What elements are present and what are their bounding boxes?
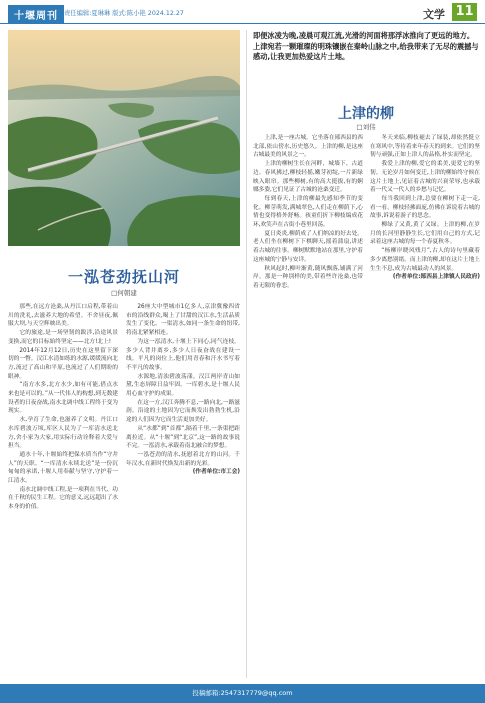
paragraph: 在这一方,汉江奔腾不息,一路向北,一路滋润。沿途的土地因为它而焕发出勃勃生机,沿途的人们因为它而生活更加美好。	[126, 399, 240, 424]
article-source: (作者单位:市工会)	[192, 469, 240, 476]
paragraph: 南水北调中线工程,是一项利在当代、功在千秋的民生工程。它的意义,远远超出了水本身的价值。	[8, 486, 118, 511]
paragraph: 上津的柳树生长在河畔、城墙下、古道边。春风拂过,柳枝轻摇,嫩芽初绽,一片新绿映入眼帘。那些柳树,有的高大挺拔,有的婀娜多姿,它们见证了古城的沧桑变迁。	[253, 161, 363, 194]
page-header	[0, 0, 485, 24]
paragraph: 我爱上津的柳,爱它的柔美,更爱它的坚韧。无论岁月如何变迁,上津的柳始终守候在这片土地上,见证着古城的兴衰荣辱,也承载着一代又一代人的乡愁与记忆。	[370, 161, 480, 194]
article-title-left: 一泓苍劲抚山河	[67, 268, 180, 286]
paragraph: 26座大中型城市1亿多人,京津冀豫四省市的沿线群众,喝上了甘甜的汉江水,生活品质发生了变化。一渠清水,如同一条生命的纽带,将南北紧紧相连。	[126, 304, 240, 337]
paragraph: 它的旅途,是一场坚韧的跋涉,沿途风景变换,而它的目标始终坚定——北方!北上!	[8, 330, 118, 345]
paragraph: “南方水多,北方水少,如有可能,借点水来也是可以的。”从一代伟人的构想,到无数建设者的日夜奋战,南水北调中线工程终于变为现实。	[8, 382, 118, 415]
paragraph: 一泓苍劲的清水,抚慰着北方的山河。千年汉水,在新时代焕发出新的光彩。	[126, 451, 240, 467]
paragraph: 2014年12月12日,历史在这里留下深切的一瞥。汉江水清如练的水源,缓缓流向北方,流过了高山和平原,也流过了人们期盼的眼神。	[8, 347, 118, 380]
left-article-column-2	[126, 303, 240, 673]
article-title-right: 上津的柳	[338, 106, 394, 122]
column-divider	[246, 30, 247, 678]
right-article-column-2	[370, 134, 480, 666]
dam-landscape-photo	[8, 30, 240, 246]
paragraph: 夏日炎炎,柳荫成了人们纳凉的好去处。老人们坐在柳树下下棋聊天,摇着蒲扇,讲述着古城的往事。柳树默默地站在那里,守护着这座城的宁静与安详。	[253, 230, 363, 263]
page-number: 11	[452, 3, 477, 21]
right-article-column-1	[253, 134, 363, 666]
paragraph: 柳绿了又黄,黄了又绿。上津的柳,在岁月的长河里静静生长,它们用自己的方式,记录着这座古城的每一个春夏秋冬。	[370, 222, 480, 246]
article-author-left: □何朝建	[111, 289, 137, 297]
paragraph: 冬天来临,柳枝褪去了绿装,却依然挺立在寒风中,等待着来年春天的到来。它们的坚韧与顽强,正如上津人的品格,朴实而坚定。	[370, 135, 480, 159]
section-name: 文学	[423, 8, 445, 21]
newspaper-brand: 十堰周刊	[8, 5, 64, 24]
paragraph: 从“水都”到“首都”,隔着千里,一条渠把距离拉近。从“十堰”到“北京”,这一路的故事说不完。一泓清水,承载着南北融合的梦想。	[126, 425, 240, 450]
left-article-column-1	[8, 303, 118, 673]
paragraph: 通水十年,十堰始终把保水质当作“守井人”的天职。“一库清水永续北送”是一份沉甸甸的承诺,十堰人用奉献与坚守,守护着一江清水。	[8, 451, 118, 485]
paragraph: 每到春天,上津的柳最先感知季节的变化。柳芽萌发,满城翠色,人们走在柳荫下,心情也变得格外舒畅。孩童们折下柳枝编成花环,欢笑声在古街小巷里回荡。	[253, 195, 363, 229]
paragraph: 每当我回到上津,总要在柳树下走一走,看一看。柳枝轻拂面庞,仿佛在诉说着古城的故事,诉说着游子的思念。	[370, 195, 480, 220]
paragraph: 为这一泓清水,十堰上下同心,同气连枝。多少人背井离乡,多少人日夜奋战在建设一线。平凡的岗位上,他们用青春和汗水书写着不平凡的故事。	[126, 338, 240, 371]
paragraph: 那些,在远方沧桑,从丹江口启程,带着山川的洗礼,去滋养大地的希望。不舍昼夜,佩服大坝,与天空辉映出美。	[8, 304, 118, 328]
paragraph: 水源地,清浊碧波荡漾。汉江两岸青山如黛,生态屏障日益牢固。一库碧水,是十堰人民用心血守护的成果。	[126, 373, 240, 398]
paragraph: “杨柳岸晓风残月”,古人的诗句里藏着多少离愁别绪。而上津的柳,却在这片土地上生生不息,成为古城最动人的风景。	[370, 248, 480, 272]
paragraph: 水,孕育了生命,也滋养了文明。丹江口水库碧波万顷,库区人民为了一库清水送北方,舍小家为大家,用实际行动诠释着大爱与担当。	[8, 417, 118, 450]
article-author-right: □刘伟	[356, 123, 376, 131]
editor-info: 责任编辑:夏琳琳 版式:陈小艳 2024.12.27	[64, 10, 184, 17]
article-intro: 即便冰凌为晚,凌晨可观江流,光滑的河面将那浮冰推向了更远的地方。上津宛若一颗璀璨的明珠镶嵌在秦岭山脉之中,给我带来了无尽的震撼与感动,让我更加热爱这片土地。	[253, 31, 479, 62]
paragraph: 秋风起时,柳叶渐黄,随风飘落,铺满了河岸。那是一种别样的美,带着些许沧桑,也带着无限的眷恋。	[253, 265, 363, 289]
footer-email: 投稿邮箱:2547317779@qq.com	[0, 684, 485, 703]
article-source: (作者单位:郧西县上津镇人民政府)	[392, 274, 480, 281]
paragraph: 上津,是一座古城。它坐落在郧西县的西北部,依山傍水,历史悠久。上津的柳,是这座古城最美的风景之一。	[253, 135, 363, 159]
